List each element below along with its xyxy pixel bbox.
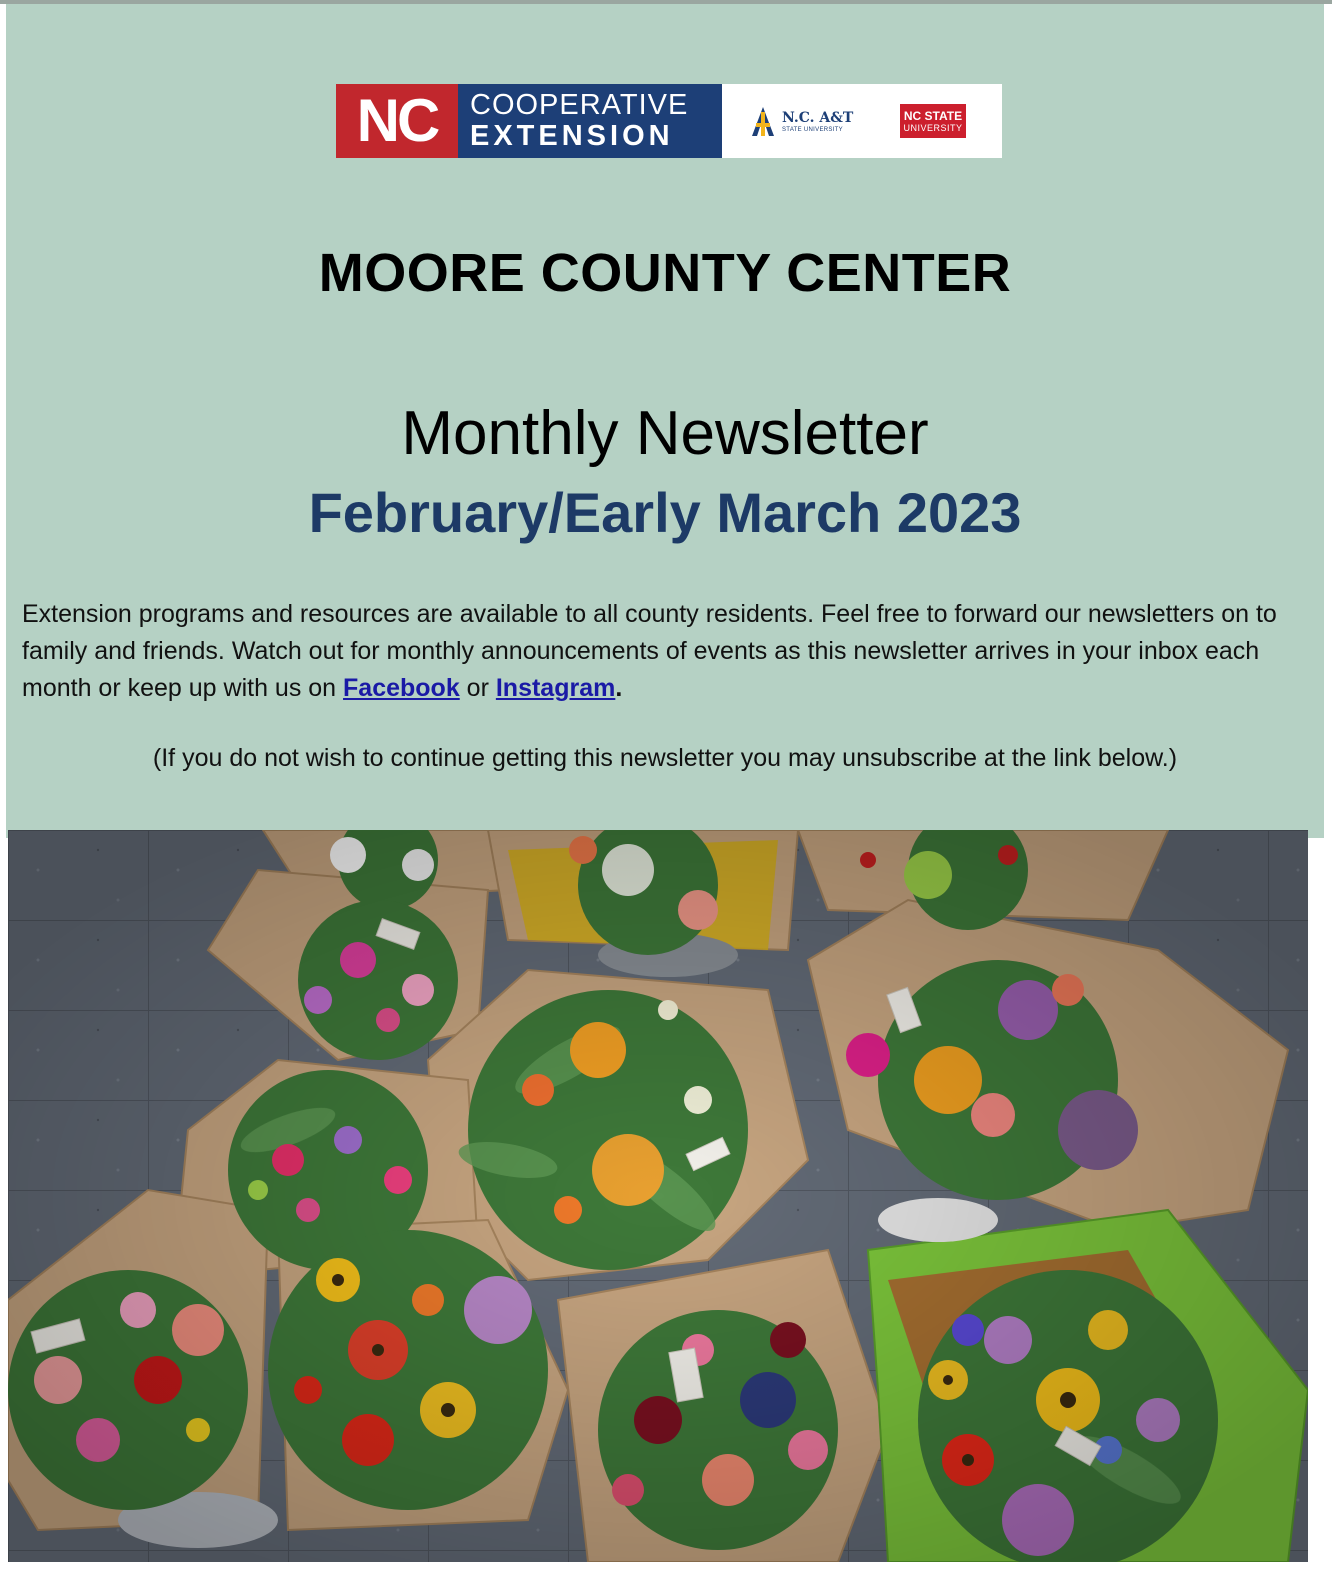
flower-bouquets-illustration — [8, 830, 1308, 1562]
nc-logo-mark: NC — [336, 84, 458, 158]
unsubscribe-note: (If you do not wish to continue getting this newsletter you may unsubscribe at the link below.) — [152, 744, 1178, 772]
intro-period: . — [615, 674, 623, 702]
cooperative-extension-wordmark — [458, 84, 722, 158]
ncat-aggie-icon — [750, 106, 776, 138]
instagram-link[interactable]: Instagram — [495, 674, 616, 702]
newsletter-header-panel — [6, 4, 1324, 838]
extension-text: EXTENSION — [470, 120, 674, 152]
newsletter-date: February/Early March 2023 — [308, 481, 1022, 544]
center-title: MOORE COUNTY CENTER — [318, 243, 1012, 303]
ncstate-subtitle: UNIVERSITY — [903, 122, 963, 133]
facebook-link[interactable]: Facebook — [343, 674, 460, 702]
ncat-name: N.C. A&T — [782, 109, 854, 126]
intro-paragraph — [22, 596, 1312, 707]
intro-connector: or — [459, 674, 496, 702]
ncat-subtitle: STATE UNIVERSITY — [782, 126, 843, 133]
intro-text: Extension programs and resources are available to all county residents. Feel free to forward our newsletters on to family and friends. Watch out for monthly announcements of events as this newsletter arrives in your inbox each month or keep up with us on — [22, 600, 1277, 702]
nc-cooperative-extension-logo — [336, 84, 1002, 158]
ncstate-logo — [900, 104, 966, 138]
cooperative-text: COOPERATIVE — [470, 89, 689, 121]
newsletter-title: Monthly Newsletter — [401, 399, 929, 468]
ncat-logo — [750, 106, 853, 138]
flower-bouquets-photo — [8, 830, 1308, 1562]
ncstate-name: NC STATE — [903, 108, 963, 123]
